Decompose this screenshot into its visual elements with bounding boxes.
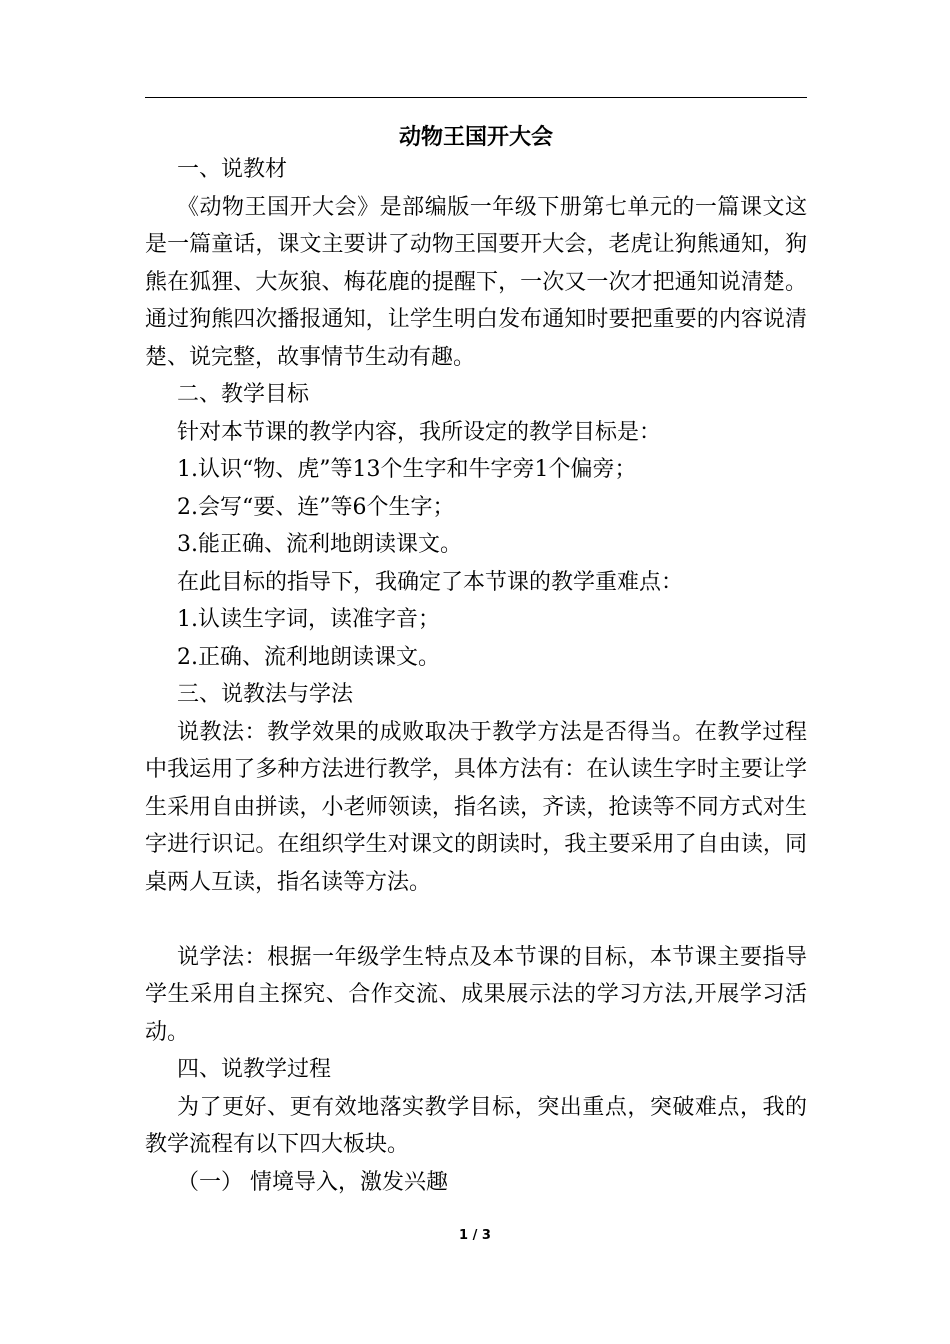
document-title: 动物王国开大会 [398, 124, 553, 150]
blank-line [145, 901, 807, 939]
document-body [145, 151, 807, 1201]
section-heading-objectives: 二、教学目标 [177, 382, 310, 407]
paragraph-key-points-intro: 在此目标的指导下，我确定了本节课的教学重难点： [177, 569, 684, 595]
paragraph-objectives-intro: 针对本节课的教学内容，我所设定的教学目标是： [177, 419, 662, 445]
page-number: 1 / 3 [459, 1228, 491, 1243]
paragraph-process-intro: 为了更好、更有效地落实教学目标，突出重点，突破难点，我的教学流程有以下四大板块。 [145, 1094, 807, 1157]
section-heading-methods: 三、说教法与学法 [177, 682, 354, 707]
objective-item-3: 3.能正确、流利地朗读课文。 [177, 532, 462, 557]
paragraph-learning-method: 说学法：根据一年级学生特点及本节课的目标，本节课主要指导学生采用自主探究、合作交流、成果展示法的学习方法,开展学习活动。 [145, 944, 807, 1045]
objective-item-1: 1.认识“物、虎”等13个生字和牛字旁1个偏旁； [177, 457, 637, 482]
header-rule [145, 97, 807, 98]
paragraph-teaching-method: 说教法：教学效果的成败取决于教学方法是否得当。在教学过程中我运用了多种方法进行教学，具体方法有：在认读生字时主要让学生采用自由拼读，小老师领读，指名读，齐读，抢读等不同方式对生字进行识记。在组织学生对课文的朗读时，我主要采用了自由读，同桌两人互读，指名读等方法。 [145, 719, 807, 895]
subsection-heading-1: （一） 情境导入，激发兴趣 [177, 1169, 448, 1195]
section-heading-textbook: 一、说教材 [177, 157, 288, 182]
paragraph-textbook-intro: 《动物王国开大会》是部编版一年级下册第七单元的一篇课文这是一篇童话，课文主要讲了动物王国要开大会，老虎让狗熊通知，狗熊在狐狸、大灰狼、梅花鹿的提醒下，一次又一次才把通知说清楚。通过狗熊四次播报通知，让学生明白发布通知时要把重要的内容说清楚、说完整，故事情节生动有趣。 [145, 194, 807, 370]
section-heading-process: 四、说教学过程 [177, 1057, 332, 1082]
key-point-item-1: 1.认读生字词，读准字音； [177, 607, 440, 632]
objective-item-2: 2.会写“要、连”等6个生字； [177, 494, 455, 520]
key-point-item-2: 2.正确、流利地朗读课文。 [177, 644, 440, 670]
